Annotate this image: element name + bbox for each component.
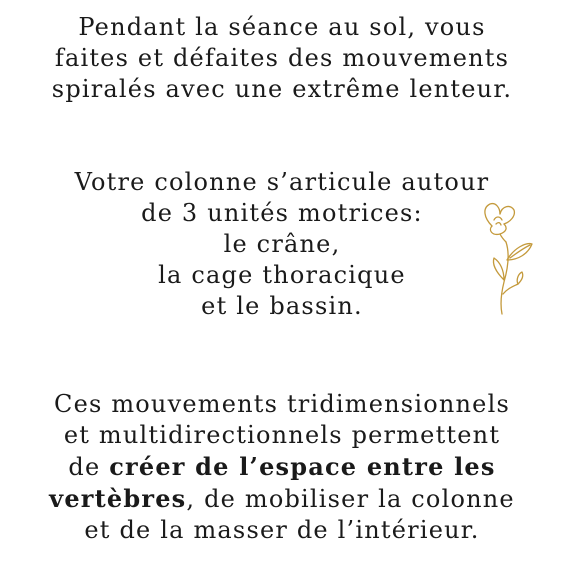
text-fragment: , de mobiliser la colonne [186, 485, 515, 513]
text-line [0, 483, 564, 515]
text-line: et le bassin. [201, 292, 363, 320]
text-line: et de la masser de l’intérieur. [84, 516, 480, 544]
text-line: faites et défaites des mouvements [54, 44, 510, 72]
text-line: le crâne, [223, 230, 341, 258]
text-line: Ces mouvements tridimensionnels [54, 390, 510, 418]
bold-phrase: vertèbres [49, 484, 187, 513]
text-line: spiralés avec une extrême lenteur. [51, 75, 513, 103]
text-line [0, 451, 564, 483]
text-line: la cage thoracique [158, 261, 406, 289]
text-line: et multidirectionnels permettent [63, 421, 501, 449]
paragraph-benefits [0, 389, 564, 546]
flower-icon [470, 198, 550, 318]
text-line: Votre colonne s’articule autour [74, 168, 490, 196]
bold-phrase: créer de l’espace entre les [109, 452, 496, 481]
paragraph-intro [0, 12, 564, 105]
text-line: de 3 unités motrices: [141, 199, 423, 227]
text-fragment: de [68, 453, 110, 481]
text-line: Pendant la séance au sol, vous [78, 13, 486, 41]
